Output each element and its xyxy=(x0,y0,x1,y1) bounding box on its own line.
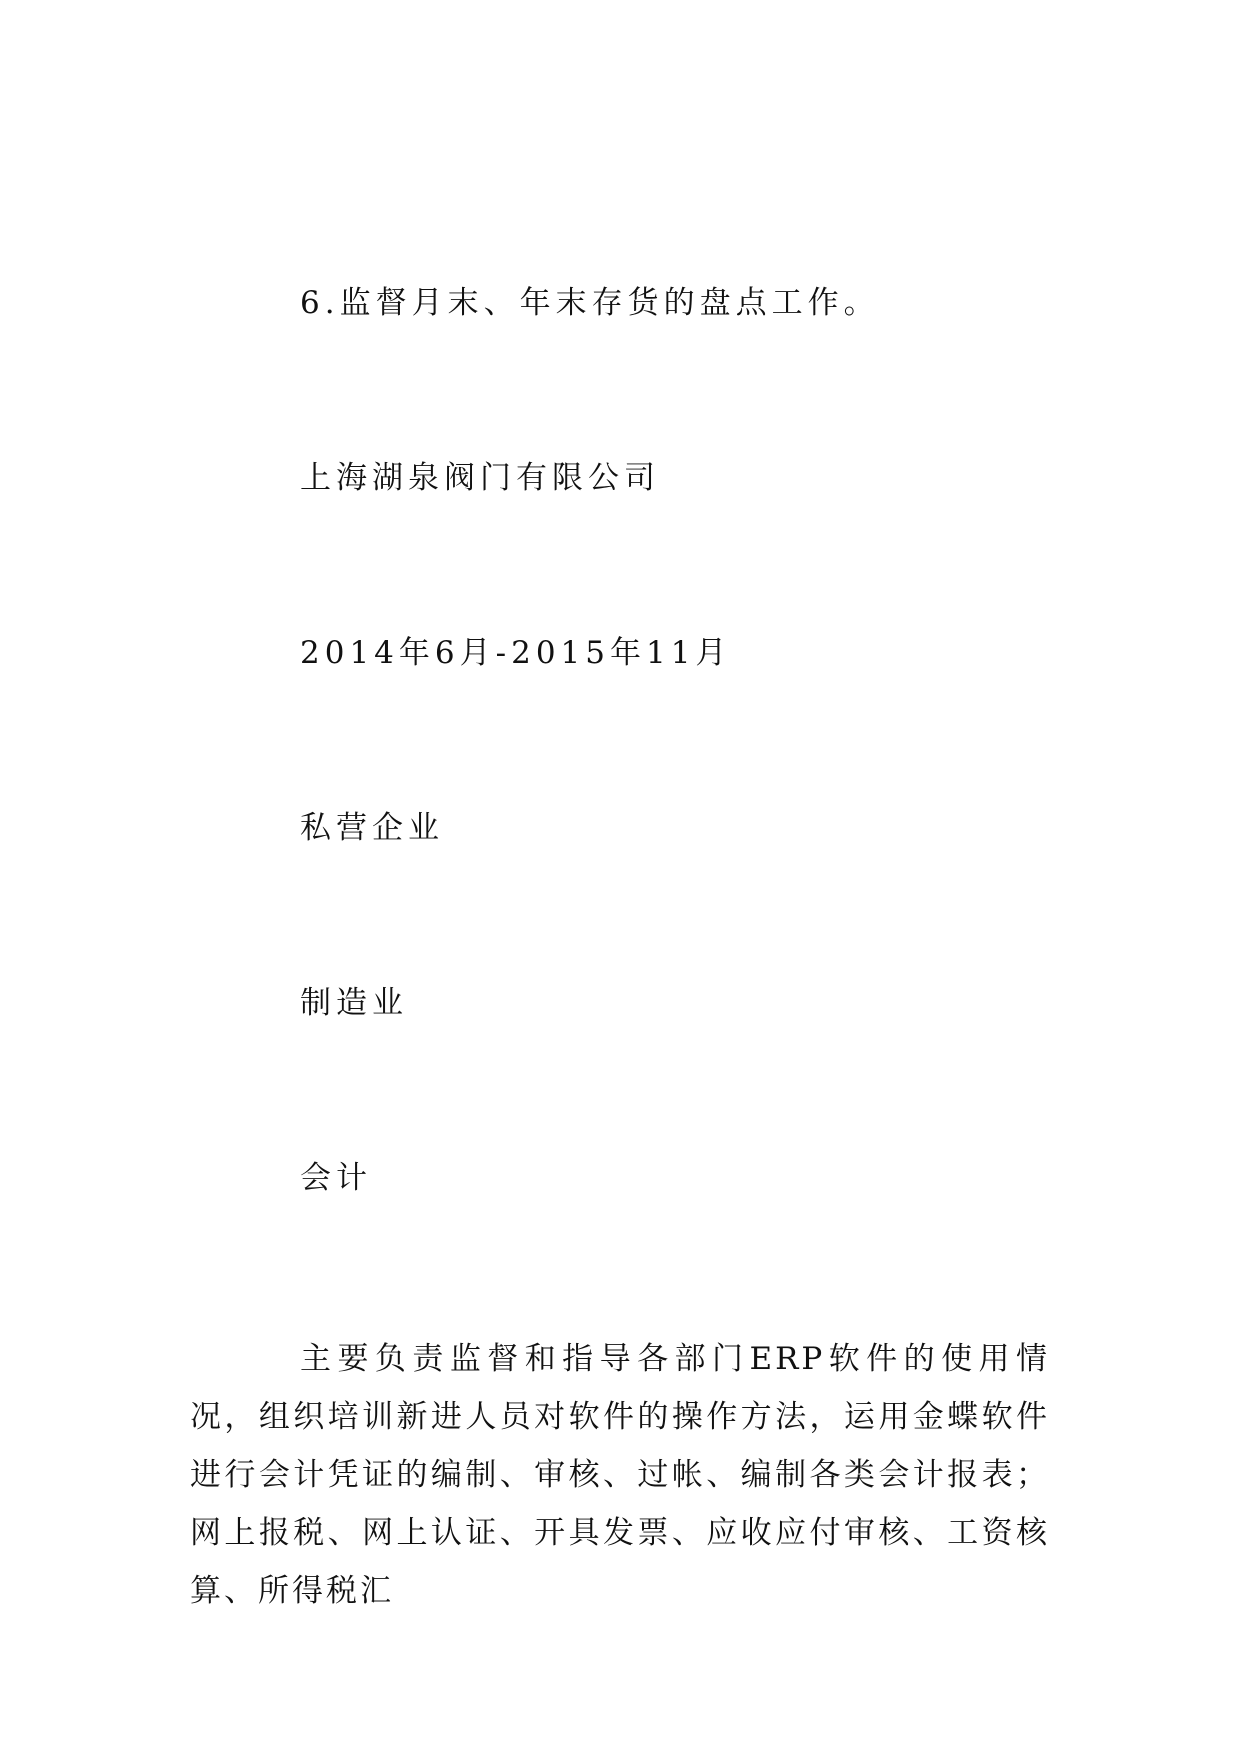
company-name: 上海湖泉阀门有限公司 xyxy=(300,460,660,496)
industry: 制造业 xyxy=(300,985,408,1021)
company-type: 私营企业 xyxy=(300,810,444,846)
job-title: 会计 xyxy=(300,1160,372,1196)
duty-item-6: 6.监督月末、年末存货的盘点工作。 xyxy=(300,285,880,321)
employment-period: 2014年6月-2015年11月 xyxy=(300,635,732,671)
job-description-paragraph: 主要负责监督和指导各部门ERP软件的使用情况，组织培训新进人员对软件的操作方法，运用金蝶软件进行会计凭证的编制、审核、过帐、编制各类会计报表；网上报税、网上认证、开具发票、应收应付审核、工资核算、所得税汇 xyxy=(190,1341,1050,1609)
